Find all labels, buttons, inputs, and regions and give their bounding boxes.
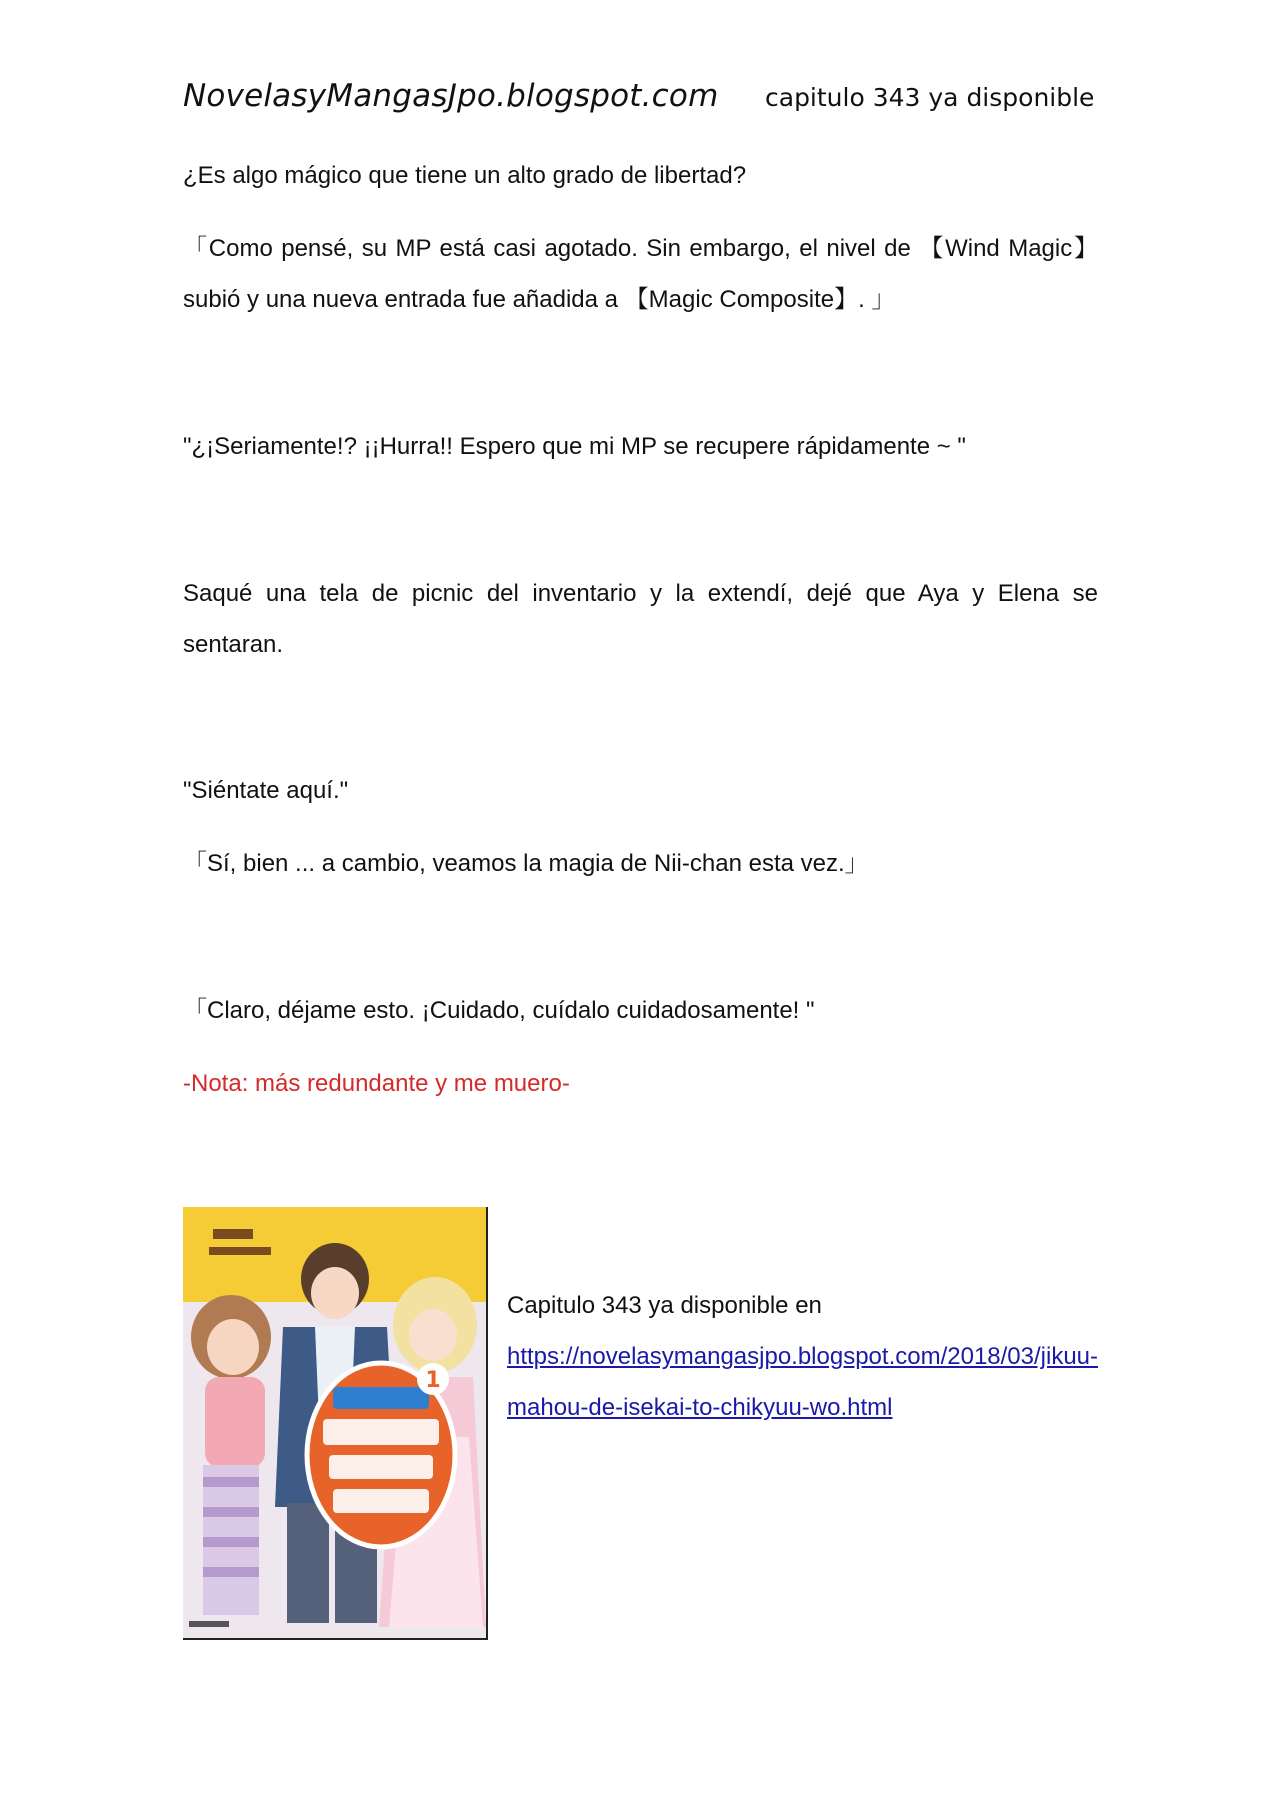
- paragraph-4: Saqué una tela de picnic del inventario y la extendí, dejé que Aya y Elena se sentaran.: [183, 580, 1098, 658]
- paragraph-6: 「Sí, bien ... a cambio, veamos la magia de Nii-chan esta vez.」: [183, 850, 869, 877]
- available-text: Capitulo 343 ya disponible en: [507, 1292, 822, 1319]
- chapter-link[interactable]: https://novelasymangasjpo.blogspot.com/2018/03/jikuu-mahou-de-isekai-to-chikyuu-wo.html: [507, 1343, 1099, 1421]
- book-cover-illustration-icon: [183, 1207, 486, 1638]
- site-name-header: NovelasyMangasJpo.blogspot.com: [183, 78, 719, 114]
- translator-note: -Nota: más redundante y me muero-: [183, 1070, 570, 1097]
- cover-badge-number: 1: [425, 1368, 441, 1393]
- paragraph-2: 「Como pensé, su MP está casi agotado. Sin embargo, el nivel de 【Wind Magic】 subió y una nueva entrada fue añadida a 【Magic Composite】. 」: [183, 235, 1098, 313]
- book-cover-image: [183, 1207, 488, 1640]
- chapter-notice-header: capitulo 343 ya disponible: [765, 83, 1095, 112]
- paragraph-1: ¿Es algo mágico que tiene un alto grado de libertad?: [183, 162, 747, 189]
- paragraph-5: "Siéntate aquí.": [183, 777, 349, 804]
- paragraph-3: "¿¡Seriamente!? ¡¡Hurra!! Espero que mi MP se recupere rápidamente ~ ": [183, 433, 966, 460]
- paragraph-7: 「Claro, déjame esto. ¡Cuidado, cuídalo cuidadosamente! ": [183, 997, 815, 1024]
